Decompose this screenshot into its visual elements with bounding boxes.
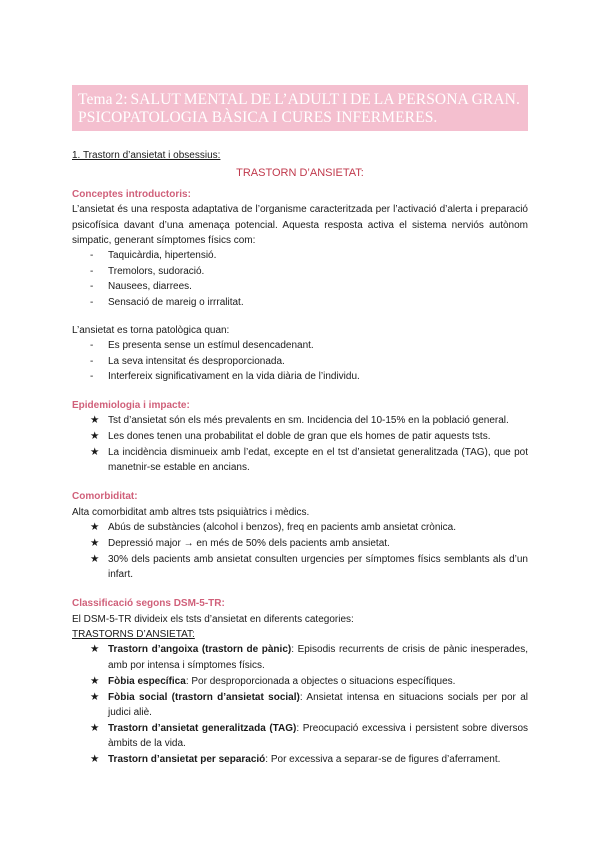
banner-word: MENTAL (183, 91, 248, 108)
list-item: ★ Abús de substàncies (alcohol i benzos), freq en pacients amb ansietat crònica. (72, 520, 528, 535)
banner-word: DE (250, 91, 272, 108)
document-body (72, 148, 528, 768)
banner-word: SALUT (130, 91, 181, 108)
star-icon: ★ (90, 430, 100, 442)
classification-intro: El DSM-5-TR divideix els tsts d’ansietat en diferents categories: (72, 613, 354, 625)
list-item: ★ Trastorn d’ansietat per separació: Por excessiva a separar-se de figures d’aferrament. (72, 752, 528, 767)
list-item: - Tremolors, sudoració. (72, 264, 528, 279)
heading-comorbiditat: Comorbiditat: (72, 491, 138, 503)
conceptes-intro: L’ansietat és una resposta adaptativa de l’organisme caracteritzada per l’activació d’alerta i preparació psicofísica davant d’una amenaça potencial. Aquesta resposta activa el sistema nerviós autònom simpatic, generant símptomes físics com: (72, 204, 528, 247)
star-icon: ★ (90, 753, 100, 766)
list-item: ★ Trastorn d’ansietat generalitzada (TAG): Preocupació excessiva i persistent sobre diversos àmbits de la vida. (90, 721, 529, 750)
symptom-list (72, 248, 528, 310)
list-item: - Es presenta sense un estímul desencadenant. (72, 338, 528, 353)
star-icon: ★ (90, 552, 100, 565)
list-item: ★ Les dones tenen una probabilitat el doble de gran que els homes de patir aquests tsts. (72, 429, 528, 444)
banner-title-line-1 (78, 91, 520, 109)
banner-word: I (342, 91, 348, 108)
list-item: ★ Fòbia social (trastorn d’ansietat social): Ansietat intensa en situacions socials per por al judici aliè. (90, 690, 528, 718)
list-item: ★ Fòbia específica: Por desproporcionada a objectes o situacions específiques. (72, 674, 528, 689)
list-item: ★ La incidència disminueix amb l’edat, excepte en el tst d’ansietat generalitzada (TAG), que pot manetnir-se estable en ancians. (90, 445, 528, 474)
list-item: ★ Depressió major → en més de 50% dels pacients amb ansietat. (72, 536, 528, 551)
banner-word: L’ADULT (274, 91, 340, 108)
heading-classificacio: Classificació segons DSM-5-TR: (72, 598, 225, 610)
banner-word: DE (350, 91, 371, 108)
list-item: - Interfereix significativament en la vida diària de l’individu. (72, 369, 528, 384)
list-item: - Sensació de mareig o irrralitat. (72, 295, 528, 310)
banner-title-line-2: PSICOPATOLOGIA BÀSICA I CURES INFERMERES. (78, 109, 438, 126)
topic-banner (72, 85, 528, 131)
star-icon: ★ (90, 521, 100, 534)
star-icon: ★ (90, 414, 100, 427)
star-icon: ★ (90, 536, 100, 549)
banner-word: LA (373, 91, 395, 108)
list-item: ★ 30% dels pacients amb ansietat consulten urgencies per símptomes físics semblants als d’un infart. (90, 552, 528, 581)
list-item: - Taquicàrdia, hipertensió. (72, 248, 528, 263)
list-item: ★ Trastorn d’angoixa (trastorn de pànic): Episodis recurrents de crisis de pànic inesperades, amb por intensa i símptomes físics. (90, 643, 529, 671)
star-icon: ★ (90, 674, 100, 687)
epidemiology-list (72, 413, 528, 476)
list-item: - La seva intensitat és desproporcionada. (72, 354, 528, 369)
pathology-list (72, 338, 528, 384)
banner-word: GRAN. (471, 91, 520, 108)
list-item: ★ Tst d’ansietat són els més prevalents en sm. Incidencia del 10-15% en la població general. (72, 413, 528, 428)
list-item: - Nausees, diarrees. (72, 279, 528, 294)
heading-epidemiologia: Epidemiologia i impacte: (72, 399, 190, 411)
document-title: TRASTORN D’ANSIETAT: (236, 167, 364, 180)
comorbidity-list (72, 520, 528, 583)
star-icon: ★ (90, 690, 100, 703)
classification-list (72, 642, 528, 767)
comorbidity-intro: Alta comorbiditat amb altres tsts psiquiàtrics i mèdics. (72, 506, 310, 518)
banner-word: PERSONA (397, 91, 469, 108)
banner-word: Tema (78, 91, 113, 108)
section-label: 1. Trastorn d’ansietat i obsessius: (72, 150, 221, 161)
star-icon: ★ (90, 445, 100, 458)
pathology-intro: L’ansietat es torna patològica quan: (72, 325, 230, 337)
banner-word: 2: (115, 91, 128, 108)
classification-subheading: TRASTORNS D’ANSIETAT: (72, 628, 195, 640)
star-icon: ★ (90, 643, 100, 656)
star-icon: ★ (90, 721, 100, 734)
heading-conceptes: Conceptes introductoris: (72, 188, 191, 200)
